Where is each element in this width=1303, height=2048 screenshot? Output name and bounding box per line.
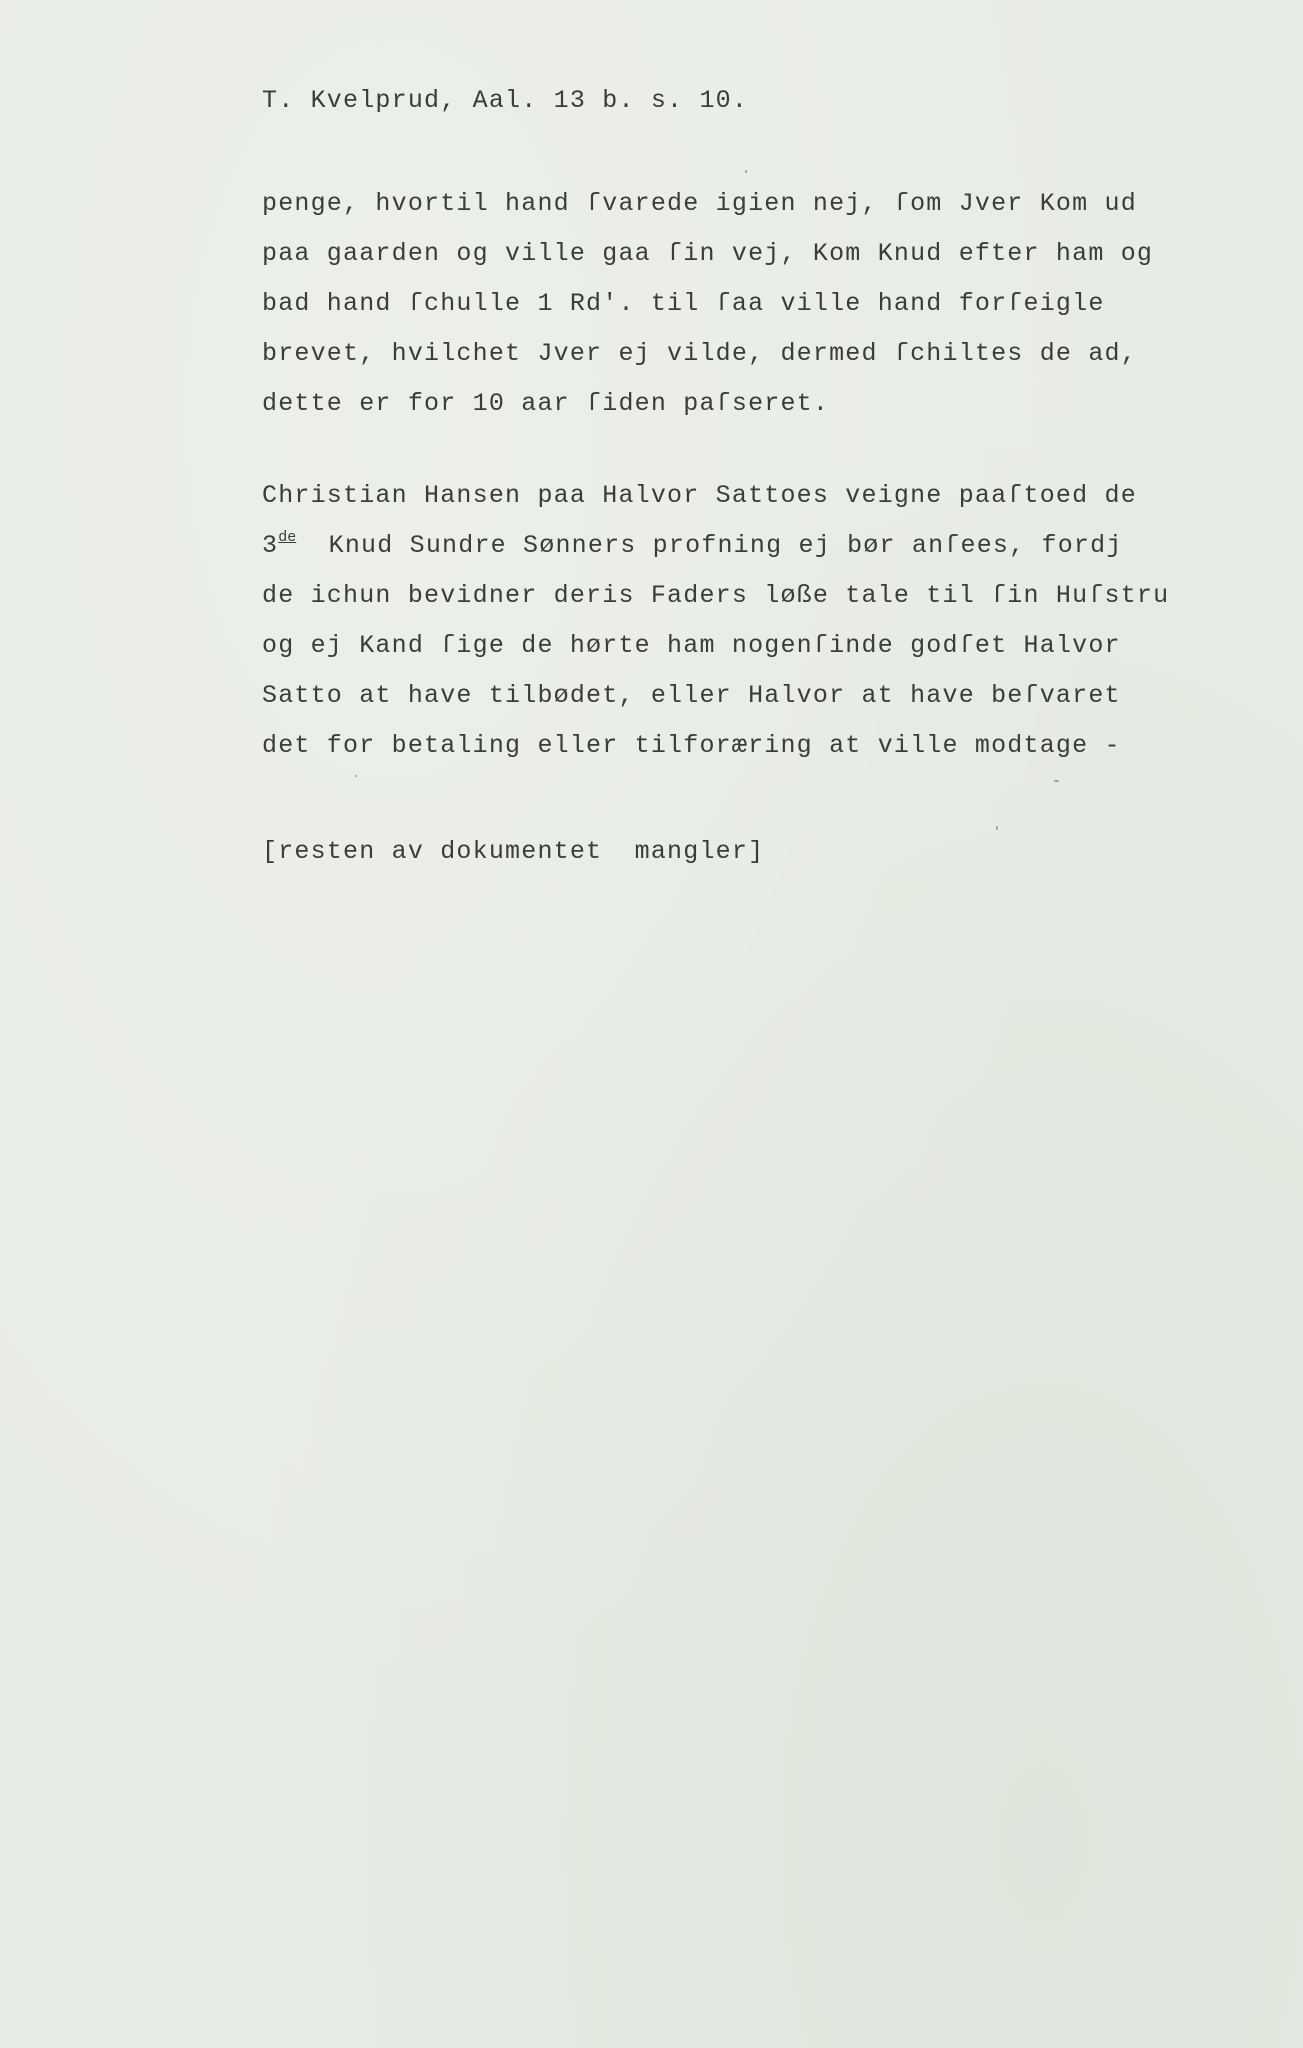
text-line: og ej Kand ſige de hørte ham nogenſinde godſet Halvor	[262, 631, 1121, 660]
text-line: Satto at have tilbødet, eller Halvor at have beſvaret	[262, 681, 1121, 710]
text-line-remainder: Knud Sundre Sønners profning ej bør anſees, fordj	[296, 531, 1123, 560]
text-line: Christian Hansen paa Halvor Sattoes veigne paaſtoed de	[262, 481, 1137, 510]
ordinal-number: 3	[262, 531, 279, 560]
paper-speck	[355, 775, 357, 777]
text-line-with-superscript	[262, 531, 1123, 564]
ordinal-superscript: de	[278, 529, 297, 546]
text-line: bad hand ſchulle 1 Rd'. til ſaa ville hand forſeigle	[262, 289, 1105, 318]
text-line: dette er for 10 aar ſiden paſseret.	[262, 389, 830, 418]
document-header: T. Kvelprud, Aal. 13 b. s. 10.	[262, 86, 749, 115]
text-line: de ichun bevidner deris Faders løße tale til ſin Huſstru	[262, 581, 1170, 610]
editorial-note: [resten av dokumentet mangler]	[262, 837, 765, 866]
text-line: det for betaling eller tilforæring at ville modtage -	[262, 731, 1121, 760]
paper-speck	[996, 826, 998, 830]
paper-speck	[745, 170, 747, 173]
text-line: brevet, hvilchet Jver ej vilde, dermed ſchiltes de ad,	[262, 339, 1137, 368]
text-line: paa gaarden og ville gaa ſin vej, Kom Knud efter ham og	[262, 239, 1154, 268]
text-line: penge, hvortil hand ſvarede igien nej, ſom Jver Kom ud	[262, 189, 1137, 218]
paper-speck	[1054, 780, 1059, 782]
